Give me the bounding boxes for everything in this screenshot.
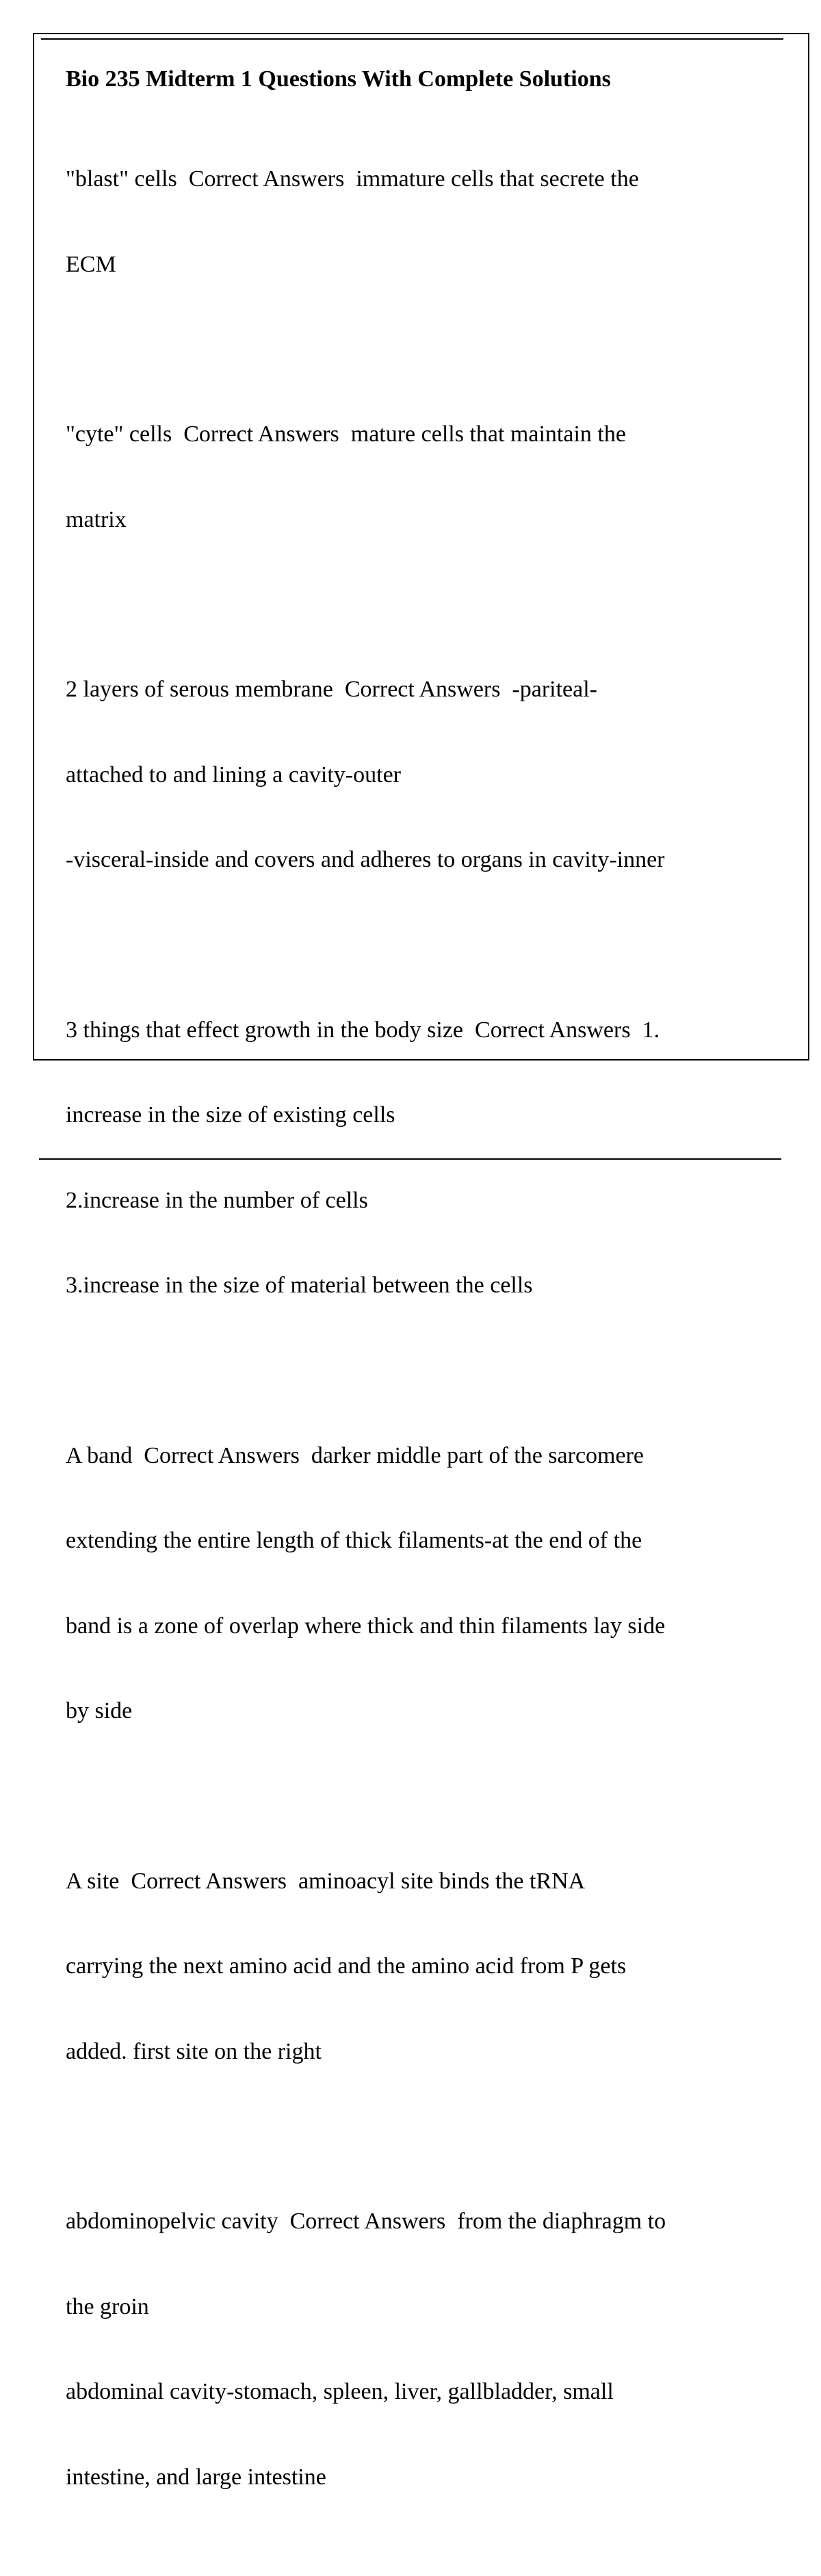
entry-line: matrix (66, 506, 127, 532)
entry-line: by side (66, 1698, 133, 1723)
entry-line: increase in the size of existing cells (66, 1102, 395, 1128)
entry-line: extending the entire length of thick filaments-at the end of the (66, 1528, 642, 1553)
entry-line: 3 things that effect growth in the body size Correct Answers 1. (66, 1017, 660, 1043)
qa-entry-blast-cells (66, 108, 743, 335)
entry-line: band is a zone of overlap where thick and thin filaments lay side (66, 1613, 666, 1639)
entry-line: A band Correct Answers darker middle part of the sarcomere (66, 1442, 644, 1468)
qa-entry-a-site (66, 1810, 743, 2123)
qa-entry-abdominopelvic-cavity (66, 2150, 743, 2548)
qa-entry-serous-membrane (66, 619, 743, 931)
bottom-rule (39, 1158, 781, 1160)
entry-line: 2.increase in the number of cells (66, 1187, 368, 1213)
entry-line: the groin (66, 2293, 149, 2319)
entry-line: A site Correct Answers aminoacyl site binds the tRNA (66, 1868, 586, 1894)
entry-line: "cyte" cells Correct Answers mature cells that maintain the (66, 421, 626, 447)
document-title: Bio 235 Midterm 1 Questions With Complete Solutions (66, 66, 611, 92)
entry-line: -visceral-inside and covers and adheres to organs in cavity-inner (66, 847, 665, 872)
qa-entry-growth (66, 959, 743, 1357)
entry-line: "blast" cells Correct Answers immature cells that secrete the (66, 166, 639, 192)
qa-entry-a-band (66, 1385, 743, 1782)
entry-line: intestine, and large intestine (66, 2464, 326, 2490)
document-body (66, 66, 743, 2576)
entry-line: ECM (66, 251, 116, 277)
entry-line: attached to and lining a cavity-outer (66, 762, 401, 788)
entry-line: 2 layers of serous membrane Correct Answers -pariteal- (66, 677, 598, 702)
qa-entry-cyte-cells (66, 363, 743, 590)
entry-line: carrying the next amino acid and the amino acid from P gets (66, 1953, 627, 1979)
entry-line: added. first site on the right (66, 2038, 322, 2064)
entry-line: abdominal cavity-stomach, spleen, liver, gallbladder, small (66, 2379, 614, 2404)
entry-line: 3.increase in the size of material between the cells (66, 1273, 533, 1298)
top-rule (41, 38, 783, 40)
entry-line: abdominopelvic cavity Correct Answers from the diaphragm to (66, 2209, 666, 2234)
